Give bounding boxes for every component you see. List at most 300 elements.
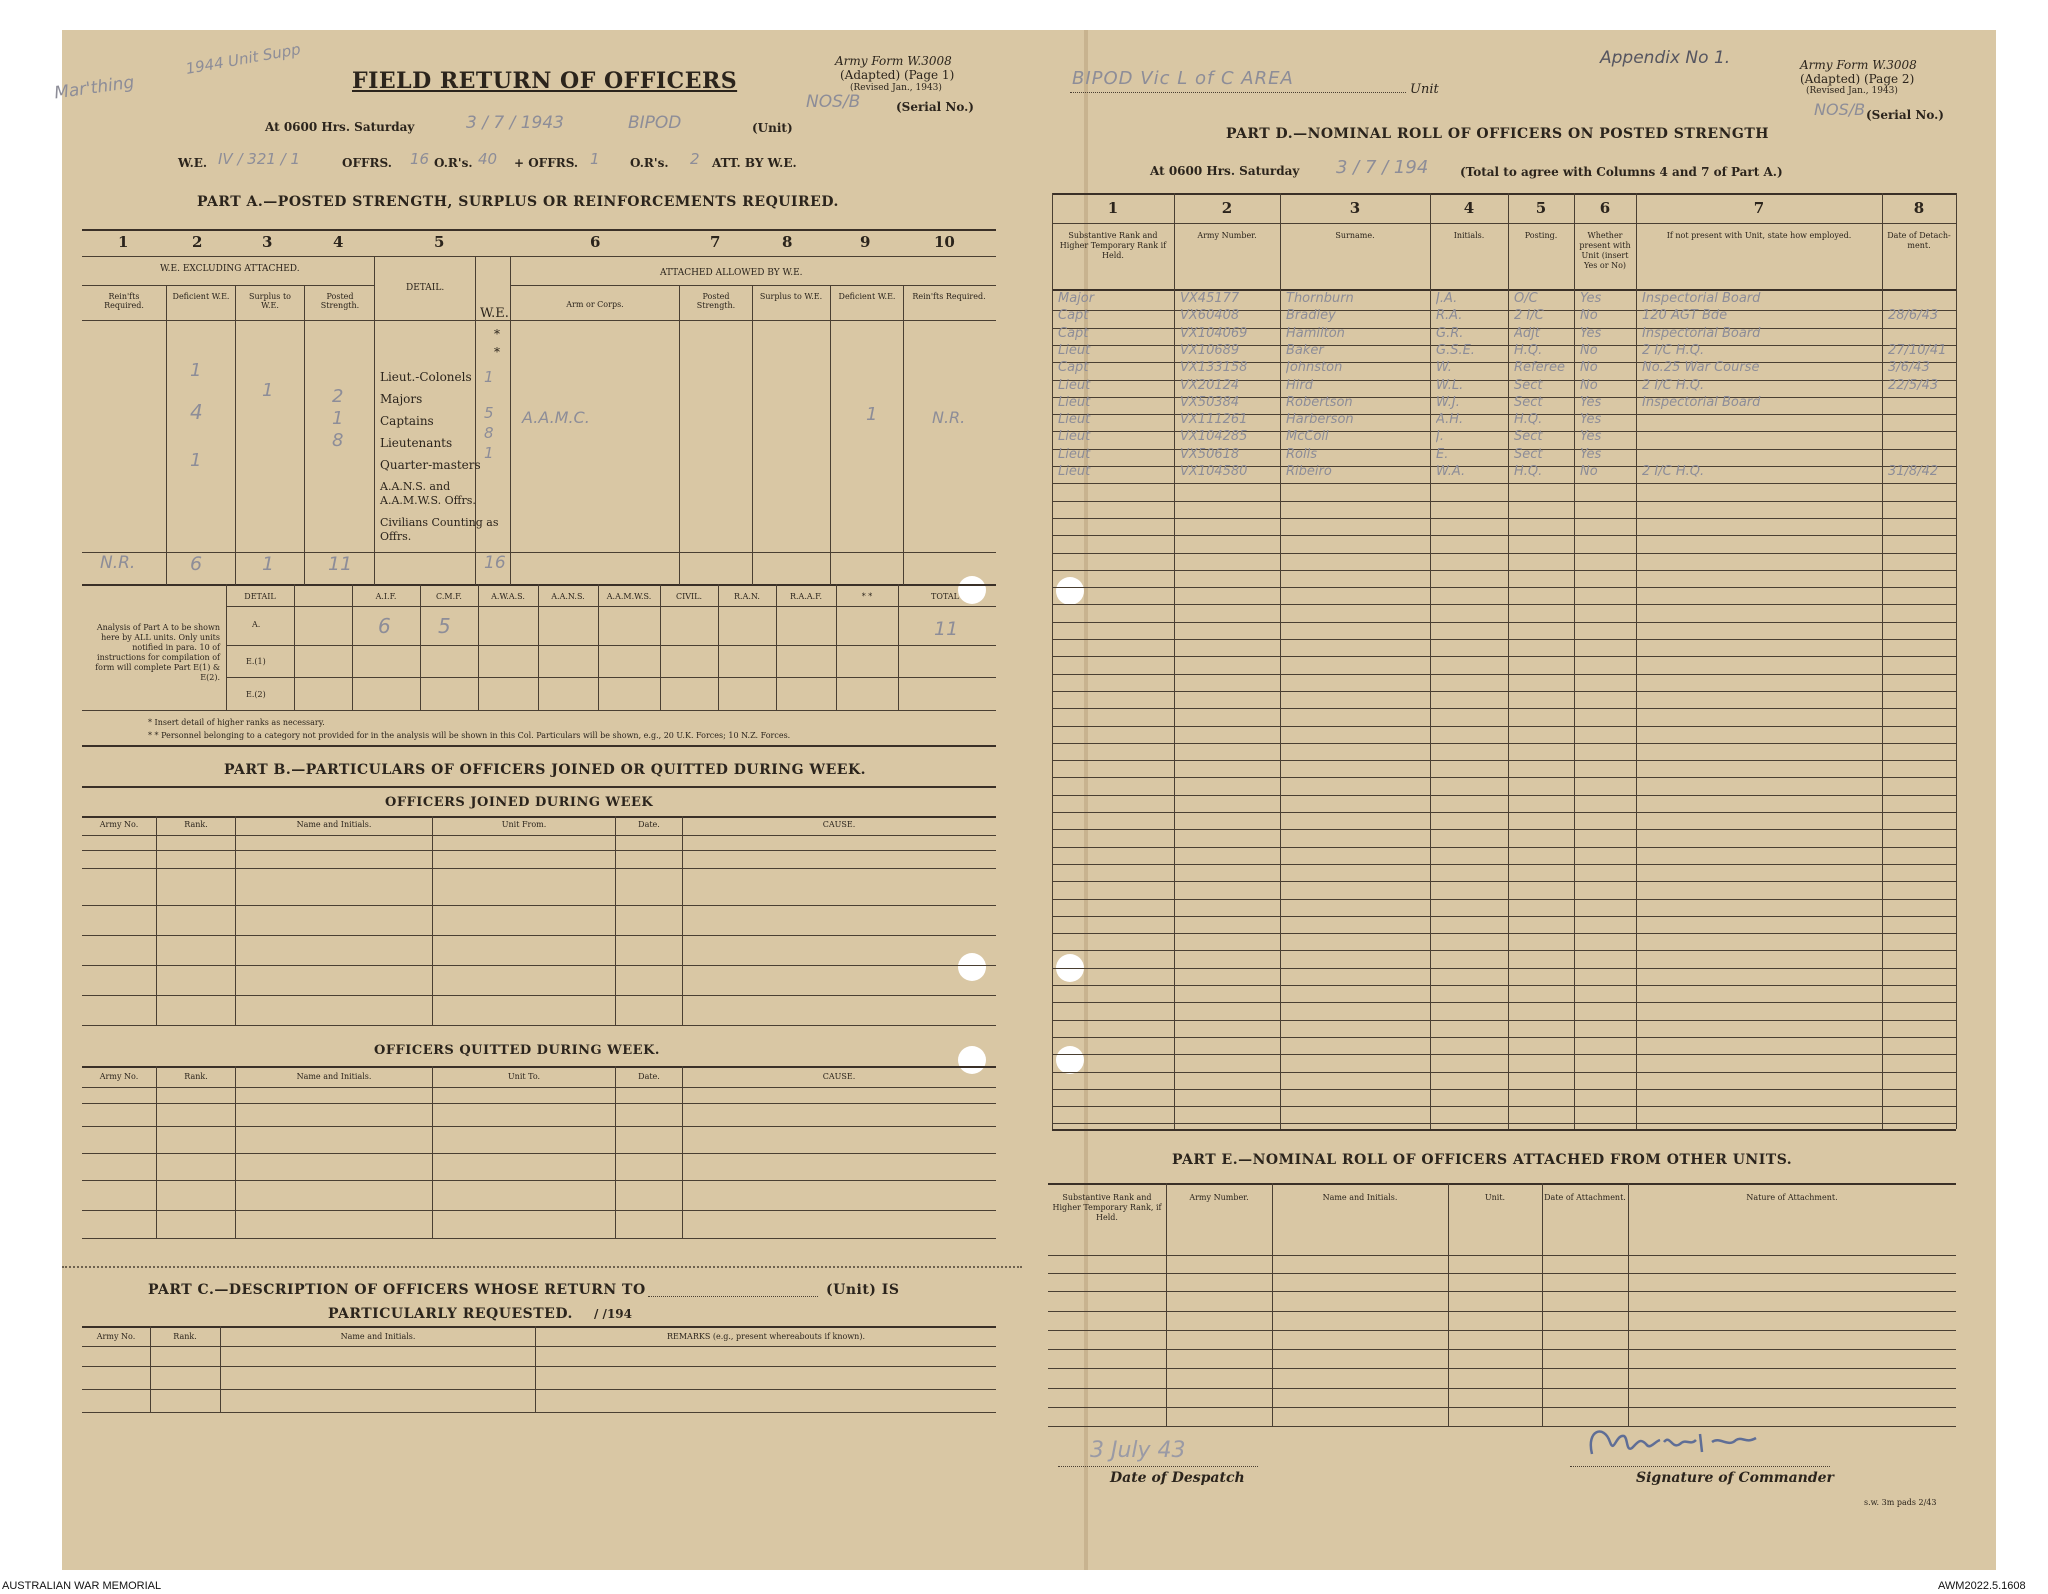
d-row-rule bbox=[1052, 777, 1956, 778]
d-cell: Inspectorial Board bbox=[1642, 291, 1761, 306]
hw-we-3: 8 bbox=[484, 424, 494, 442]
hw-deficient-captains: 4 bbox=[190, 400, 203, 424]
part-d-bottom-rule bbox=[1052, 1129, 1956, 1131]
d-col-number: 7 bbox=[1753, 199, 1765, 217]
army-form-label: Army Form W.3008 bbox=[835, 54, 952, 68]
adapted-label-p2: (Adapted) (Page 2) bbox=[1800, 72, 1915, 86]
an-cmf-value: 5 bbox=[438, 614, 451, 638]
d-col-rule bbox=[1508, 193, 1509, 1129]
ors2-value: 2 bbox=[690, 150, 700, 168]
quitted-col-date: Date. bbox=[638, 1072, 660, 1081]
d-row-rule bbox=[1052, 1089, 1956, 1090]
d-col-number: 2 bbox=[1221, 199, 1233, 217]
att-by-label: ATT. BY W.E. bbox=[712, 156, 797, 170]
d-row-rule bbox=[1052, 1054, 1956, 1055]
d-cell: G.R. bbox=[1436, 325, 1464, 341]
d-row-rule bbox=[1052, 535, 1956, 536]
printer-mark: s.w. 3m pads 2/43 bbox=[1864, 1498, 1937, 1507]
d-cell: No bbox=[1580, 308, 1598, 324]
d-col-header: Army Number. bbox=[1197, 231, 1257, 240]
d-cell: W.J. bbox=[1436, 394, 1460, 410]
col-number: 6 bbox=[590, 233, 601, 251]
part-b-heading: PART B.—PARTICULARS OF OFFICERS JOINED OR QUITTED DURING WEEK. bbox=[224, 762, 867, 778]
d-cell: VX50618 bbox=[1180, 446, 1240, 462]
arm-corps-header: Arm or Corps. bbox=[566, 300, 624, 309]
d-col-header: Whether present with Unit (insert Yes or No) bbox=[1579, 231, 1631, 270]
d-row-rule bbox=[1052, 968, 1956, 969]
d-cell: Inspectorial Board bbox=[1642, 325, 1761, 341]
hw-deficient-lt-col: 1 bbox=[190, 360, 202, 381]
d-row-rule bbox=[1052, 501, 1956, 502]
part-e-top-rule bbox=[1048, 1183, 1956, 1185]
d-cell: No bbox=[1580, 377, 1598, 393]
d-cell: Lieut bbox=[1058, 377, 1091, 393]
e-row-rule bbox=[1048, 1311, 1956, 1312]
d-row-rule bbox=[1052, 933, 1956, 934]
reinf-header: Rein'fts Required. bbox=[104, 292, 144, 310]
total-reinf: N.R. bbox=[100, 553, 136, 573]
d-row-rule bbox=[1052, 483, 1956, 484]
d-row-rule bbox=[1052, 950, 1956, 951]
punch-hole bbox=[958, 953, 986, 981]
d-col-number: 8 bbox=[1913, 199, 1925, 217]
an-header-civil: CIVIL. bbox=[675, 592, 703, 601]
an-header-total: TOTAL bbox=[931, 592, 959, 601]
we-value: IV / 321 / 1 bbox=[218, 150, 301, 168]
part-c-requested: PARTICULARLY REQUESTED. bbox=[328, 1306, 573, 1322]
hw-arm-corps: A.A.M.C. bbox=[522, 408, 590, 427]
d-cell: VX10689 bbox=[1180, 342, 1240, 358]
at-line-p2: At 0600 Hrs. Saturday bbox=[1150, 164, 1300, 178]
d-cell: Lieut bbox=[1058, 394, 1091, 410]
footer-right: AWM2022.5.1608 bbox=[1938, 1580, 2026, 1592]
d-cell: Bradley bbox=[1286, 308, 1336, 324]
d-cell: H.Q. bbox=[1514, 342, 1543, 358]
d-cell: H.Q. bbox=[1514, 464, 1543, 479]
unit-label: (Unit) bbox=[752, 121, 793, 135]
d-cell: Lieut bbox=[1058, 342, 1091, 358]
e-row-rule bbox=[1048, 1273, 1956, 1274]
d-cell: R.A. bbox=[1436, 308, 1463, 324]
d-cell: No.25 War Course bbox=[1642, 360, 1760, 376]
d-row-rule bbox=[1052, 708, 1956, 709]
serial-label: (Serial No.) bbox=[896, 100, 974, 114]
d-cell: Lieut bbox=[1058, 429, 1091, 445]
d-cell: J. bbox=[1436, 429, 1444, 445]
e-row-rule bbox=[1048, 1368, 1956, 1369]
d-col-number: 5 bbox=[1535, 199, 1547, 217]
e-col-header: Nature of Attachment. bbox=[1746, 1193, 1838, 1202]
hw-posted-captains: 1 bbox=[332, 408, 344, 429]
an-aif-value: 6 bbox=[378, 614, 391, 638]
quitted-col-army-no: Army No. bbox=[99, 1072, 139, 1081]
hw-deficient-qm: 1 bbox=[190, 450, 202, 471]
part-e-table bbox=[1048, 1183, 1956, 1428]
d-cell: Yes bbox=[1580, 429, 1602, 445]
d-cell: A.H. bbox=[1436, 412, 1464, 428]
att-allowed-header: ATTACHED ALLOWED BY W.E. bbox=[660, 268, 803, 278]
an-header-aif: A.I.F. bbox=[375, 592, 397, 601]
unit-label-p2: Unit bbox=[1410, 82, 1439, 97]
e-row-rule bbox=[1048, 1349, 1956, 1350]
we-col-header: W.E. bbox=[480, 306, 509, 321]
c-col-name: Name and Initials. bbox=[340, 1332, 416, 1341]
total-posted: 11 bbox=[328, 553, 353, 575]
revised-label: (Revised Jan., 1943) bbox=[850, 83, 942, 93]
d-row-rule bbox=[1052, 1020, 1956, 1021]
e-col-header: Name and Initials. bbox=[1322, 1193, 1398, 1202]
d-cell: No bbox=[1580, 360, 1598, 376]
d-cell: Sect bbox=[1514, 446, 1543, 462]
d-cell: VX60408 bbox=[1180, 308, 1240, 324]
corner-scrawl-2: 1944 Unit Supp bbox=[184, 40, 303, 78]
d-row-rule bbox=[1052, 864, 1956, 865]
col-number: 2 bbox=[192, 233, 203, 251]
joined-col-name: Name and Initials. bbox=[296, 820, 372, 829]
e-col-rule bbox=[1166, 1183, 1167, 1426]
at-line: At 0600 Hrs. Saturday bbox=[265, 120, 415, 134]
d-col-rule bbox=[1174, 193, 1175, 1129]
d-row-rule bbox=[1052, 570, 1956, 571]
an-header-detail: DETAIL bbox=[244, 592, 276, 601]
surplus-header: Surplus to W.E. bbox=[249, 292, 291, 310]
e-col-rule bbox=[1272, 1183, 1273, 1426]
part-d-rule bbox=[1052, 223, 1956, 224]
offrs-label: OFFRS. bbox=[342, 156, 392, 170]
d-cell: G.S.E. bbox=[1436, 342, 1475, 358]
col-number: 10 bbox=[934, 233, 955, 251]
d-cell: E. bbox=[1436, 446, 1449, 462]
d-col-rule bbox=[1052, 193, 1053, 1129]
d-cell: Baker bbox=[1286, 342, 1324, 358]
d-col-rule bbox=[1636, 193, 1637, 1129]
d-row-rule bbox=[1052, 1072, 1956, 1073]
d-row-rule bbox=[1052, 622, 1956, 623]
d-cell: Lieut bbox=[1058, 464, 1091, 479]
joined-col-date: Date. bbox=[638, 820, 660, 829]
total-we: 16 bbox=[484, 553, 506, 573]
d-cell: Ribeiro bbox=[1286, 464, 1332, 479]
note-2: * * Personnel belonging to a category not provided for in the analysis will be shown in this Col. Particulars will be shown, e.g., 20 U.K. Forces; 10 N.Z. Forces. bbox=[148, 731, 791, 740]
d-cell: Yes bbox=[1580, 394, 1602, 410]
hw-surplus-majors: 1 bbox=[262, 380, 274, 401]
hw-posted-lieutenants: 8 bbox=[332, 430, 344, 451]
d-cell: Yes bbox=[1580, 412, 1602, 428]
d-cell: VX133158 bbox=[1180, 360, 1248, 376]
d-cell: VX104285 bbox=[1180, 429, 1248, 445]
d-col-rule bbox=[1280, 193, 1281, 1129]
d-cell: No bbox=[1580, 342, 1598, 358]
d-row-rule bbox=[1052, 639, 1956, 640]
d-cell: Yes bbox=[1580, 291, 1602, 306]
e-row-rule bbox=[1048, 1407, 1956, 1408]
d-col-rule bbox=[1882, 193, 1883, 1129]
d-cell: Thornburn bbox=[1286, 291, 1354, 306]
col-number: 9 bbox=[860, 233, 871, 251]
c-col-army-no: Army No. bbox=[96, 1332, 136, 1341]
posted2-header: Posted Strength. bbox=[696, 292, 736, 310]
col-number: 3 bbox=[262, 233, 273, 251]
part-c-unit: (Unit) IS bbox=[826, 1282, 900, 1298]
d-cell: Sect bbox=[1514, 394, 1543, 410]
d-row-rule bbox=[1052, 743, 1956, 744]
d-cell: Sect bbox=[1514, 377, 1543, 393]
col-number: 7 bbox=[710, 233, 721, 251]
joined-col-unit-from: Unit From. bbox=[501, 820, 547, 829]
d-cell: W. bbox=[1436, 360, 1452, 376]
total-surplus: 1 bbox=[262, 553, 275, 575]
e-col-header: Date of Attachment. bbox=[1544, 1193, 1626, 1202]
part-d-table bbox=[1052, 193, 1956, 1131]
d-col-header: Substantive Rank and Higher Temporary Rank if Held. bbox=[1059, 231, 1167, 260]
d-row-rule bbox=[1052, 604, 1956, 605]
serial-number-p2: NOS/B bbox=[1814, 100, 1866, 119]
corner-scrawl: Mar'thing bbox=[52, 72, 136, 104]
an-header-awas: A.W.A.S. bbox=[491, 592, 525, 601]
despatch-label: Date of Despatch bbox=[1110, 1470, 1245, 1486]
d-cell: Referee bbox=[1514, 360, 1565, 376]
d-cell: Capt bbox=[1058, 325, 1089, 341]
d-col-rule bbox=[1956, 193, 1957, 1129]
d-row-rule bbox=[1052, 553, 1956, 554]
d-cell: VX50384 bbox=[1180, 394, 1240, 410]
an-total-value: 11 bbox=[934, 618, 959, 640]
appendix-note: Appendix No 1. bbox=[1600, 48, 1731, 68]
posted-header: Posted Strength. bbox=[320, 292, 360, 310]
e-col-header: Unit. bbox=[1484, 1193, 1506, 1202]
rank-captains: Captains bbox=[380, 414, 434, 428]
d-cell: Inspectorial Board bbox=[1642, 394, 1761, 410]
d-cell: J.A. bbox=[1436, 291, 1458, 306]
total-note: (Total to agree with Columns 4 and 7 of Part A.) bbox=[1460, 165, 1783, 179]
d-cell: 2 I/C H.Q. bbox=[1642, 377, 1705, 393]
joined-col-army-no: Army No. bbox=[99, 820, 139, 829]
d-cell: 31/8/42 bbox=[1888, 464, 1939, 479]
quitted-col-rank: Rank. bbox=[184, 1072, 208, 1081]
col-number: 5 bbox=[434, 233, 445, 251]
d-cell: VX45177 bbox=[1180, 291, 1240, 306]
ors2-label: O.R's. bbox=[630, 156, 669, 170]
d-cell: Lieut bbox=[1058, 446, 1091, 462]
d-cell: Capt bbox=[1058, 360, 1089, 376]
d-row-rule bbox=[1052, 985, 1956, 986]
hw-we-4: 1 bbox=[484, 444, 494, 462]
deficient2-header: Deficient W.E. bbox=[838, 292, 896, 301]
d-cell: O/C bbox=[1514, 291, 1538, 306]
e-row-rule bbox=[1048, 1426, 1956, 1427]
d-cell: W.A. bbox=[1436, 464, 1466, 479]
e-col-header: Substantive Rank and Higher Temporary Rank, if Held. bbox=[1052, 1193, 1162, 1222]
d-row-rule bbox=[1052, 881, 1956, 882]
d-cell: Hird bbox=[1286, 377, 1313, 393]
d-cell: Capt bbox=[1058, 308, 1089, 324]
page-title: FIELD RETURN OF OFFICERS bbox=[352, 68, 738, 94]
d-row-rule bbox=[1052, 812, 1956, 813]
col-number: 8 bbox=[782, 233, 793, 251]
army-form-label-p2: Army Form W.3008 bbox=[1800, 58, 1917, 72]
d-cell: McColl bbox=[1286, 429, 1329, 445]
despatch-date: 3 July 43 bbox=[1090, 1438, 1186, 1463]
part-d-top-rule bbox=[1052, 193, 1956, 195]
d-cell: W.L. bbox=[1436, 377, 1464, 393]
serial-label-p2: (Serial No.) bbox=[1866, 108, 1944, 122]
d-row-rule bbox=[1052, 674, 1956, 675]
d-col-number: 3 bbox=[1349, 199, 1361, 217]
d-cell: 3/6/43 bbox=[1888, 360, 1930, 376]
an-header-other: * * bbox=[861, 592, 873, 601]
hw-deficient2: 1 bbox=[866, 404, 878, 425]
e-row-rule bbox=[1048, 1388, 1956, 1389]
d-cell: Adjt bbox=[1514, 325, 1540, 341]
an-row-e2: E.(2) bbox=[246, 690, 266, 699]
reinf2-header: Rein'fts Required. bbox=[912, 292, 986, 301]
d-cell: No bbox=[1580, 464, 1598, 479]
detail-header: DETAIL. bbox=[406, 283, 445, 293]
d-cell: 2 I/C H.Q. bbox=[1642, 342, 1705, 358]
d-col-number: 6 bbox=[1599, 199, 1611, 217]
d-row-rule bbox=[1052, 1002, 1956, 1003]
revised-label-p2: (Revised Jan., 1943) bbox=[1806, 86, 1898, 96]
an-header-ran: R.A.N. bbox=[734, 592, 760, 601]
rank-lieut-colonels: Lieut.-Colonels bbox=[380, 370, 472, 384]
d-row-rule bbox=[1052, 1106, 1956, 1107]
e-row-rule bbox=[1048, 1291, 1956, 1292]
rank-civilians: Civilians Counting as Offrs. bbox=[380, 516, 499, 543]
analysis-note: Analysis of Part A to be shown here by ALL units. Only units notified in para. 10 of instructions for compilation of form will complete Part E(1) & E(2). bbox=[95, 623, 220, 682]
unit-value: BIPOD bbox=[628, 113, 682, 133]
ors-value: 40 bbox=[478, 150, 498, 168]
punch-hole bbox=[958, 1046, 986, 1074]
d-cell: 120 AGT Bde bbox=[1642, 308, 1728, 324]
date-value: 3 / 7 / 1943 bbox=[466, 113, 564, 133]
part-a-top-rule bbox=[82, 229, 996, 231]
quitted-col-cause: CAUSE. bbox=[822, 1072, 856, 1081]
c-col-remarks: REMARKS (e.g., present whereabouts if known). bbox=[667, 1332, 865, 1341]
ors-label: O.R's. bbox=[434, 156, 473, 170]
d-cell: 28/6/43 bbox=[1888, 308, 1939, 324]
d-row-rule bbox=[1052, 726, 1956, 727]
surplus2-header: Surplus to W.E. bbox=[759, 292, 823, 301]
total-deficient: 6 bbox=[190, 553, 203, 575]
d-cell: Hamilton bbox=[1286, 325, 1345, 341]
d-col-rule bbox=[1430, 193, 1431, 1129]
rank-quarter-masters: Quarter-masters bbox=[380, 458, 481, 472]
hw-we-1: 1 bbox=[484, 368, 494, 386]
unit-value-p2: BIPOD Vic L of C AREA bbox=[1072, 68, 1294, 89]
hw-we-2: 5 bbox=[484, 404, 494, 422]
we-label: W.E. bbox=[178, 156, 208, 170]
d-col-number: 1 bbox=[1107, 199, 1119, 217]
d-cell: H.Q. bbox=[1514, 412, 1543, 428]
note-1: * Insert detail of higher ranks as necessary. bbox=[148, 718, 325, 727]
we-excl-header: W.E. EXCLUDING ATTACHED. bbox=[160, 264, 300, 274]
c-col-rank: Rank. bbox=[173, 1332, 197, 1341]
date-value-p2: 3 / 7 / 194 bbox=[1336, 157, 1429, 178]
an-header-aamws: A.A.M.W.S. bbox=[606, 592, 652, 601]
d-row-rule bbox=[1052, 1037, 1956, 1038]
serial-number: NOS/B bbox=[806, 92, 861, 112]
e-col-rule bbox=[1448, 1183, 1449, 1426]
d-cell: Major bbox=[1058, 291, 1095, 306]
d-row-rule bbox=[1052, 847, 1956, 848]
d-cell: Lieut bbox=[1058, 412, 1091, 428]
e-row-rule bbox=[1048, 1330, 1956, 1331]
footer-left: AUSTRALIAN WAR MEMORIAL bbox=[2, 1580, 162, 1592]
d-cell: 27/10/41 bbox=[1888, 342, 1947, 358]
part-d-heading: PART D.—NOMINAL ROLL OF OFFICERS ON POSTED STRENGTH bbox=[1226, 126, 1769, 142]
plus-offrs-label: + OFFRS. bbox=[514, 156, 579, 170]
d-row-rule bbox=[1052, 691, 1956, 692]
d-col-header: Surname. bbox=[1335, 231, 1375, 240]
d-row-rule bbox=[1052, 916, 1956, 917]
an-header-cmf: C.M.F. bbox=[436, 592, 462, 601]
d-cell: 2 I/C H.Q. bbox=[1642, 464, 1705, 479]
d-cell: VX111261 bbox=[1180, 412, 1248, 428]
quitted-heading: OFFICERS QUITTED DURING WEEK. bbox=[374, 1043, 660, 1058]
quitted-col-unit-to: Unit To. bbox=[507, 1072, 541, 1081]
d-col-header: Posting. bbox=[1524, 231, 1558, 240]
part-a-heading: PART A.—POSTED STRENGTH, SURPLUS OR REINFORCEMENTS REQUIRED. bbox=[197, 194, 839, 210]
e-col-rule bbox=[1628, 1183, 1629, 1426]
deficient-header: Deficient W.E. bbox=[172, 292, 230, 301]
an-row-a: A. bbox=[252, 620, 261, 629]
rank-aans: A.A.N.S. and A.A.M.W.S. Offrs. bbox=[380, 480, 476, 507]
joined-col-cause: CAUSE. bbox=[822, 820, 856, 829]
d-row-rule bbox=[1052, 587, 1956, 588]
d-cell: 2 I/C bbox=[1514, 308, 1544, 324]
col-number: 4 bbox=[333, 233, 344, 251]
d-row-rule bbox=[1052, 795, 1956, 796]
commander-signature bbox=[1580, 1420, 1780, 1466]
d-col-header: Date of Detach-ment. bbox=[1887, 231, 1951, 250]
d-cell: Robertson bbox=[1286, 394, 1353, 410]
d-cell: VX104069 bbox=[1180, 325, 1248, 341]
d-col-number: 4 bbox=[1463, 199, 1475, 217]
d-row-rule bbox=[1052, 760, 1956, 761]
adapted-label: (Adapted) (Page 1) bbox=[840, 68, 955, 82]
part-c-date: / /194 bbox=[594, 1307, 632, 1321]
part-c-heading: PART C.—DESCRIPTION OF OFFICERS WHOSE RETURN TO bbox=[148, 1282, 646, 1298]
part-e-heading: PART E.—NOMINAL ROLL OF OFFICERS ATTACHED FROM OTHER UNITS. bbox=[1172, 1152, 1793, 1168]
d-cell: Yes bbox=[1580, 446, 1602, 462]
d-col-header: Initials. bbox=[1453, 231, 1485, 240]
d-row-rule bbox=[1052, 899, 1956, 900]
d-cell: VX104580 bbox=[1180, 464, 1248, 479]
d-cell: Sect bbox=[1514, 429, 1543, 445]
part-e-header-rule bbox=[1048, 1255, 1956, 1256]
col-number: 1 bbox=[118, 233, 129, 251]
d-col-header: If not present with Unit, state how employed. bbox=[1666, 231, 1852, 240]
hw-reinf2: N.R. bbox=[932, 408, 966, 427]
joined-heading: OFFICERS JOINED DURING WEEK bbox=[385, 795, 654, 810]
an-row-e1: E.(1) bbox=[246, 657, 266, 666]
joined-col-rank: Rank. bbox=[184, 820, 208, 829]
hw-posted-majors: 2 bbox=[332, 386, 344, 407]
quitted-col-name: Name and Initials. bbox=[296, 1072, 372, 1081]
d-row-rule bbox=[1052, 656, 1956, 657]
e-col-rule bbox=[1542, 1183, 1543, 1426]
d-row-rule bbox=[1052, 829, 1956, 830]
an-header-aans: A.A.N.S. bbox=[551, 592, 585, 601]
rank-lieutenants: Lieutenants bbox=[380, 436, 453, 450]
d-cell: VX20124 bbox=[1180, 377, 1240, 393]
d-cell: Rolls bbox=[1286, 446, 1317, 462]
d-row-rule bbox=[1052, 1123, 1956, 1124]
rank-majors: Majors bbox=[380, 392, 423, 406]
d-cell: Harberson bbox=[1286, 412, 1354, 428]
stars-marker: * * bbox=[494, 327, 500, 359]
offrs-value: 16 bbox=[410, 150, 430, 168]
